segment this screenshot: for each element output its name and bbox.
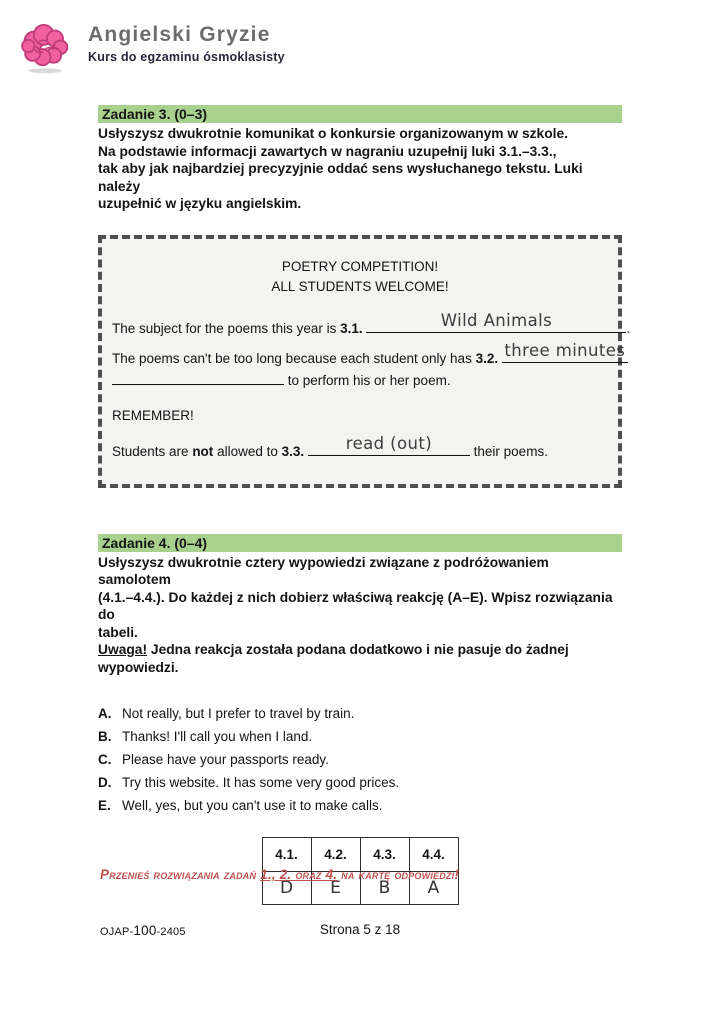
gap-3-1-post: . [626,320,631,336]
task4-warning-underlined: Uwaga! [98,642,148,657]
remember-heading: REMEMBER! [112,407,194,423]
task4-instructions [98,554,622,677]
task3-instruction-line: Usłyszysz dwukrotnie komunikat o konkursie organizowanym w szkole. [98,126,568,141]
brand-title: Angielski Gryzie [88,23,271,46]
answer-table-header: 4.1. [262,838,311,872]
gap-3-2-cont-text: to perform his or her poem. [284,372,451,388]
gap-3-3-line [112,433,608,460]
gap-3-2-answer: three minutes [504,340,626,360]
box-title-line: POETRY COMPETITION! [281,258,439,274]
option-text: Please have your passports ready. [122,752,329,767]
box-title [112,257,608,297]
task4-warning-rest: Jedna reakcja została podana dodatkowo i nie pasuje do żadnej wypowiedzi. [98,642,569,675]
gap-3-3-pre2: allowed to [213,443,282,459]
option-text: Not really, but I prefer to travel by train. [122,706,355,721]
gap-3-2-blank [502,340,628,363]
option-a [98,706,622,721]
gap-3-3-pre: Students are [112,443,193,459]
gap-3-3-answer: read (out) [345,433,433,453]
task3-instruction-line: tak aby jak najbardziej precyzyjnie oddać sens wysłuchanego tekstu. Luki należy [98,161,583,194]
answer-table-header: 4.4. [409,838,458,872]
brain-logo-icon [14,16,76,76]
listening-task-box [98,235,631,488]
option-e [98,798,622,813]
answer-table-header: 4.2. [311,838,360,872]
gap-3-2-line [112,340,626,367]
exam-code-part: OJAP- [100,926,134,938]
exam-code-part: 100 [133,923,157,938]
page-footer [0,922,720,937]
option-letter: B. [98,729,112,744]
option-b [98,729,622,744]
gap-3-3-number: 3.3. [281,443,305,459]
gap-3-3-post: their poems. [469,443,548,459]
gap-3-1-pre: The subject for the poems this year is [112,320,341,336]
option-text: Try this website. It has some very good prices. [122,775,400,790]
task3-heading: Zadanie 3. (0–3) [98,105,622,123]
content-column [98,105,631,905]
task4-instruction-line: Usłyszysz dwukrotnie cztery wypowiedzi związane z podróżowaniem samolotem [98,554,549,587]
note-post: na kartę odpowiedzi! [337,867,460,882]
gap-3-1-answer: Wild Animals [440,310,553,330]
page-number: Strona 5 z 18 [319,922,401,937]
answer-table-answer: B [360,872,409,905]
gap-3-1-blank [366,310,626,333]
brand-subtitle: Kurs do egzaminu ósmoklasisty [88,50,285,64]
option-c [98,752,622,767]
box-title-line: ALL STUDENTS WELCOME! [271,278,449,294]
gap-3-2-pre: The poems can't be too long because each student only has [112,350,476,366]
task3-instructions [98,125,622,213]
option-letter: C. [98,752,112,767]
note-underlined-tasks: 1., 2. oraz 4. [260,867,338,882]
task3-instruction-line: Na podstawie informacji zawartych w nagraniu uzupełnij luki 3.1.–3.3., [98,143,557,159]
option-letter: E. [98,798,111,813]
task4-options-list [98,706,622,813]
option-letter: D. [98,775,112,790]
option-text: Well, yes, but you can't use it to make calls. [122,798,383,813]
option-d [98,775,622,790]
task3-instruction-line: uzupełnić w języku angielskim. [98,196,302,211]
gap-3-1-line [112,310,631,337]
gap-3-1-number: 3.1. [340,320,363,336]
task4-heading: Zadanie 4. (0–4) [98,534,622,552]
task4-instruction-line: (4.1.–4.4.). Do każdej z nich dobierz właściwą reakcję (A–E). Wpisz rozwiązania do [98,589,613,622]
option-text: Thanks! I'll call you when I land. [122,729,313,744]
gap-3-3-blank [308,433,470,456]
answer-table-answer: A [409,872,458,905]
gap-3-2-number: 3.2. [475,350,499,366]
task4-section [98,534,622,906]
answer-table-answer: E [311,872,360,905]
option-letter: A. [98,706,112,721]
exam-code [100,923,186,938]
task4-warning-line [98,641,622,676]
brand-block [88,16,285,64]
gap-3-2-continuation [112,371,608,389]
note-pre: Przenieś rozwiązania zadań [100,867,261,882]
header [0,0,720,78]
exam-code-part: -2405 [156,926,186,938]
answer-table-header: 4.3. [360,838,409,872]
gap-3-2-blank-continuation [112,371,284,385]
task4-instruction-line: tabeli. [98,624,138,640]
gap-3-3-bold-not: not [192,443,214,459]
answer-table-answer: D [262,872,311,905]
transfer-answers-note [100,867,660,882]
